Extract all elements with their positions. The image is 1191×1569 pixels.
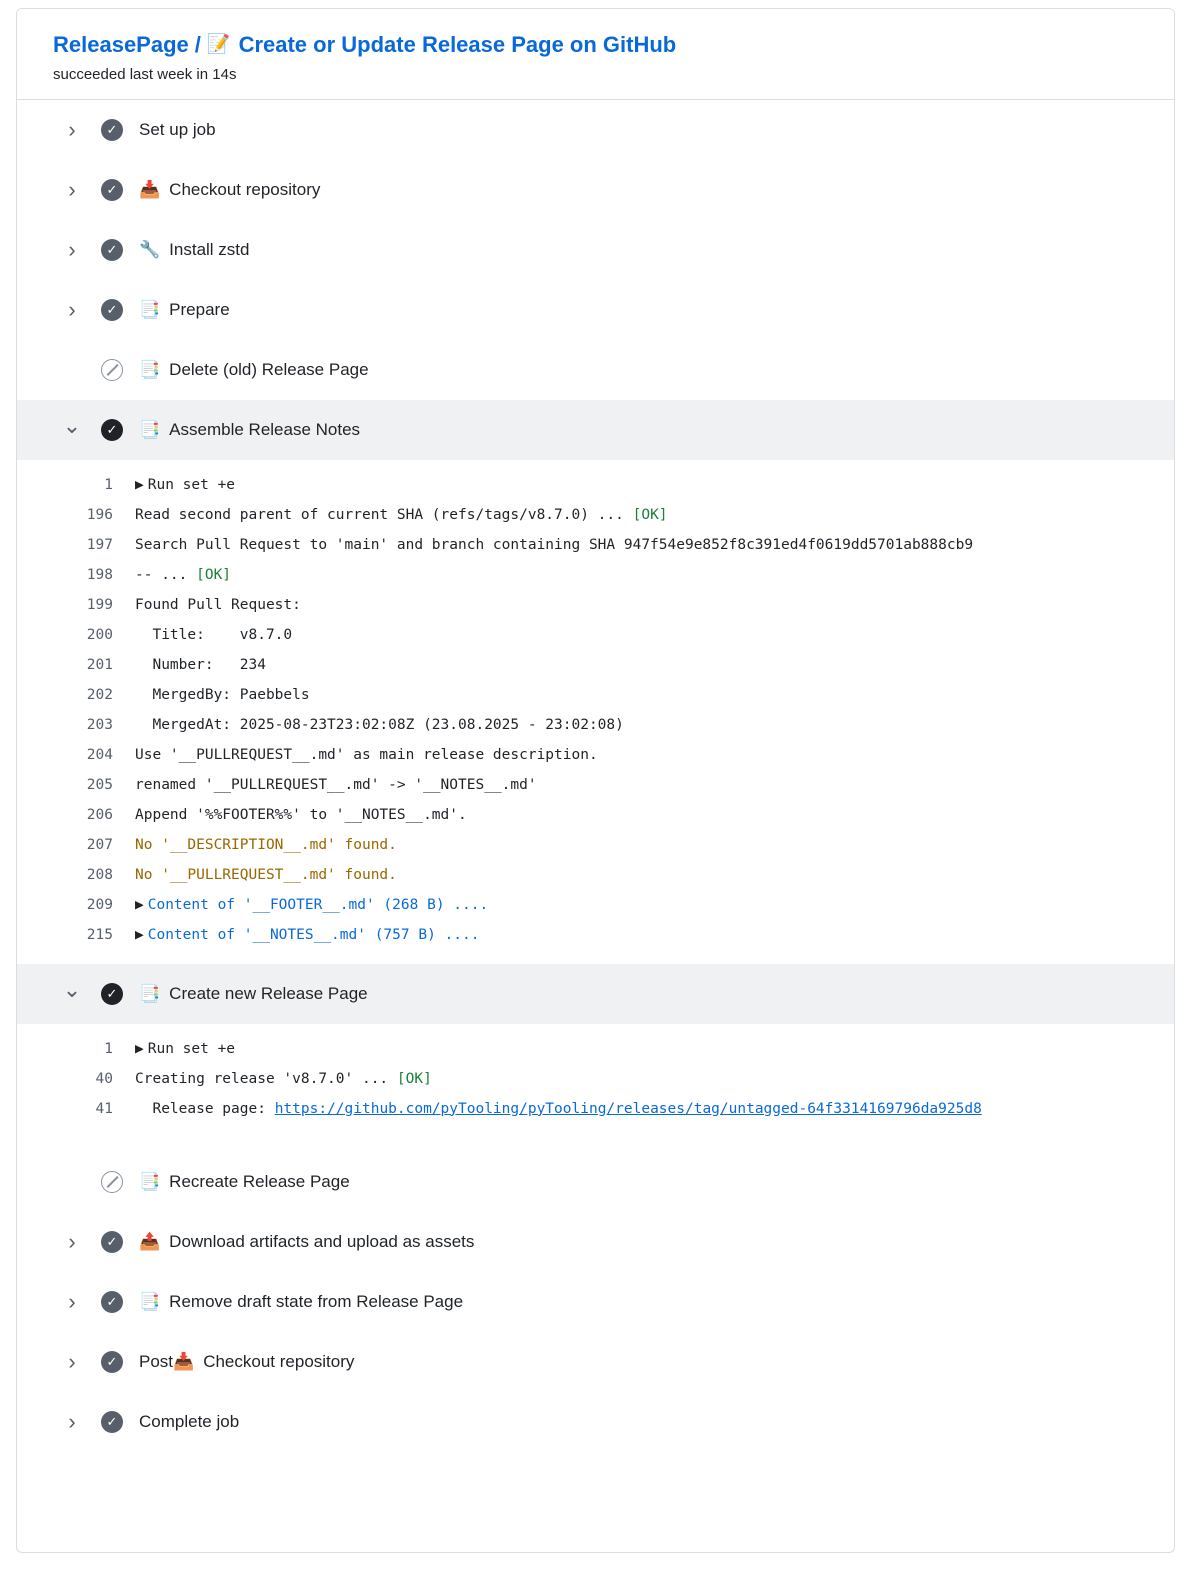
inbox-tray-icon: 📥 [173,1352,195,1372]
step-row-prepare[interactable] [17,280,1174,340]
status-success-icon: ✓ [101,983,123,1005]
log-line-number: 208 [86,866,113,883]
step-label: Remove draft state from Release Page [169,1291,464,1311]
log-line [17,680,1174,710]
log-line [17,710,1174,740]
triangle-right-icon[interactable]: ▶ [135,896,144,913]
log-line-number: 206 [86,806,113,823]
log-line-number: 196 [86,506,113,523]
chevron-right-icon[interactable] [61,1351,83,1373]
log-line-number: 207 [86,836,113,853]
status-success-icon: ✓ [101,179,123,201]
log-line-number: 199 [86,596,113,613]
step-row-assemble-release-notes[interactable] [17,400,1174,460]
log-line-number: 215 [86,926,113,943]
step-row-set-up-job[interactable] [17,100,1174,160]
step-label: Prepare [169,299,230,319]
log-line-text: ▶ Run set +e [135,476,236,493]
log-line-text: No '__DESCRIPTION__.md' found. [135,836,397,853]
step-label-prefix: Post [139,1351,174,1371]
log-line-number: 198 [86,566,113,583]
inbox-tray-icon: 📥 [139,180,161,200]
status-success-icon: ✓ [101,299,123,321]
triangle-right-icon[interactable]: ▶ [135,926,144,943]
chevron-right-icon[interactable] [61,119,83,141]
page-icon: 📑 [139,1292,161,1312]
log-line [17,470,1174,500]
log-line-text: -- ... [OK] [135,566,232,583]
outbox-tray-icon: 📤 [139,1232,161,1252]
status-success-icon: ✓ [101,1231,123,1253]
chevron-right-icon[interactable] [61,1411,83,1433]
step-label: Recreate Release Page [169,1171,350,1191]
log-line-text: Read second parent of current SHA (refs/tags/v8.7.0) ... [OK] [135,506,668,523]
page-title [53,31,1174,60]
log-line-number: 204 [86,746,113,763]
log-line-text: Number: 234 [135,656,266,673]
log-line [17,590,1174,620]
triangle-right-icon[interactable]: ▶ [135,476,144,493]
log-line-number: 197 [86,536,113,553]
log-line-text: renamed '__PULLREQUEST__.md' -> '__NOTES__.md' [135,776,537,793]
status-success-icon: ✓ [101,119,123,141]
log-line-text: Found Pull Request: [135,596,301,613]
page-icon: 📑 [139,420,161,440]
log-line-text: Title: v8.7.0 [135,626,293,643]
log-line [17,1034,1174,1064]
step-row-download-artifacts[interactable] [17,1212,1174,1272]
release-page-link[interactable]: https://github.com/pyTooling/pyTooling/releases/tag/untagged-64f3314169796da925d8 [274,1100,982,1117]
job-name[interactable]: Create or Update Release Page on GitHub [238,32,677,57]
step-label: Complete job [139,1411,240,1431]
chevron-down-icon[interactable] [61,983,83,1005]
log-line [17,500,1174,530]
log-line-number: 1 [104,1040,113,1057]
step-label: Download artifacts and upload as assets [169,1231,475,1251]
job-header [17,9,1174,100]
chevron-down-icon[interactable] [61,419,83,441]
log-line [17,830,1174,860]
step-label: Set up job [139,119,216,139]
status-success-icon: ✓ [101,1351,123,1373]
status-success-icon: ✓ [101,1411,123,1433]
status-skipped-icon [101,1171,123,1193]
chevron-right-icon[interactable] [61,299,83,321]
step-row-recreate-release-page [17,1152,1174,1212]
log-line-text[interactable]: ▶ Content of '__NOTES__.md' (757 B) .... [135,926,480,943]
log-line-number: 205 [86,776,113,793]
status-success-icon: ✓ [101,1291,123,1313]
step-row-install-zstd[interactable] [17,220,1174,280]
log-assemble-release-notes [17,460,1174,964]
log-line-text: Release page: https://github.com/pyTooling/pyTooling/releases/tag/untagged-64f3314169796da925d8 [135,1100,982,1117]
breadcrumb-separator: / [194,32,201,57]
step-row-remove-draft-state[interactable] [17,1272,1174,1332]
triangle-right-icon[interactable]: ▶ [135,1040,144,1057]
chevron-right-icon[interactable] [61,1291,83,1313]
log-line-text: Append '%%FOOTER%%' to '__NOTES__.md'. [135,806,467,823]
step-label: Assemble Release Notes [169,419,361,439]
chevron-right-icon[interactable] [61,179,83,201]
log-line-number: 209 [86,896,113,913]
status-success-icon: ✓ [101,419,123,441]
step-label: Create new Release Page [169,983,368,1003]
log-line [17,1094,1174,1124]
log-line-text: MergedAt: 2025-08-23T23:02:08Z (23.08.2025 - 23:02:08) [135,716,624,733]
step-list [17,100,1174,1452]
workflow-name-link[interactable]: ReleasePage [53,32,189,57]
log-line-number: 41 [95,1100,113,1117]
log-line-number: 201 [86,656,113,673]
log-line [17,740,1174,770]
log-line-number: 202 [86,686,113,703]
chevron-right-icon[interactable] [61,1231,83,1253]
log-line-text[interactable]: ▶ Content of '__FOOTER__.md' (268 B) .... [135,896,489,913]
page-icon: 📑 [139,360,161,380]
step-label: Checkout repository [203,1351,355,1371]
log-line-group[interactable] [17,920,1174,950]
log-spacer [17,1124,1174,1138]
log-line-number: 1 [104,476,113,493]
log-create-new-release-page [17,1024,1174,1152]
page-icon: 📑 [139,984,161,1004]
log-line [17,1064,1174,1094]
status-skipped-icon [101,359,123,381]
log-line-text: MergedBy: Paebbels [135,686,310,703]
log-line [17,650,1174,680]
log-line-number: 200 [86,626,113,643]
log-line [17,560,1174,590]
chevron-right-icon[interactable] [61,239,83,261]
memo-icon: 📝 [206,33,231,55]
workflow-job-panel [16,8,1175,1553]
step-row-delete-old-release-page [17,340,1174,400]
log-line-text: Creating release 'v8.7.0' ... [OK] [135,1070,432,1087]
step-label: Checkout repository [169,179,321,199]
log-line-text: ▶ Run set +e [135,1040,236,1057]
log-line [17,620,1174,650]
step-row-complete-job[interactable] [17,1392,1174,1452]
log-line-group[interactable] [17,890,1174,920]
status-success-icon: ✓ [101,239,123,261]
log-line-text: Search Pull Request to 'main' and branch containing SHA 947f54e9e852f8c391ed4f0619dd5701ab888cb9 [135,536,974,553]
step-row-post-checkout-repository[interactable] [17,1332,1174,1392]
step-row-checkout-repository[interactable] [17,160,1174,220]
log-line-number: 40 [95,1070,113,1087]
log-line [17,860,1174,890]
log-line-text: Use '__PULLREQUEST__.md' as main release description. [135,746,598,763]
step-row-create-new-release-page[interactable] [17,964,1174,1024]
step-label: Delete (old) Release Page [169,359,369,379]
log-line [17,800,1174,830]
log-line-number: 203 [86,716,113,733]
step-label: Install zstd [169,239,250,259]
job-status-text: succeeded last week in 14s [53,65,237,83]
wrench-icon: 🔧 [139,240,161,260]
page-icon: 📑 [139,300,161,320]
log-line [17,530,1174,560]
page-icon: 📑 [139,1172,161,1192]
log-line [17,770,1174,800]
log-line-text: No '__PULLREQUEST__.md' found. [135,866,397,883]
